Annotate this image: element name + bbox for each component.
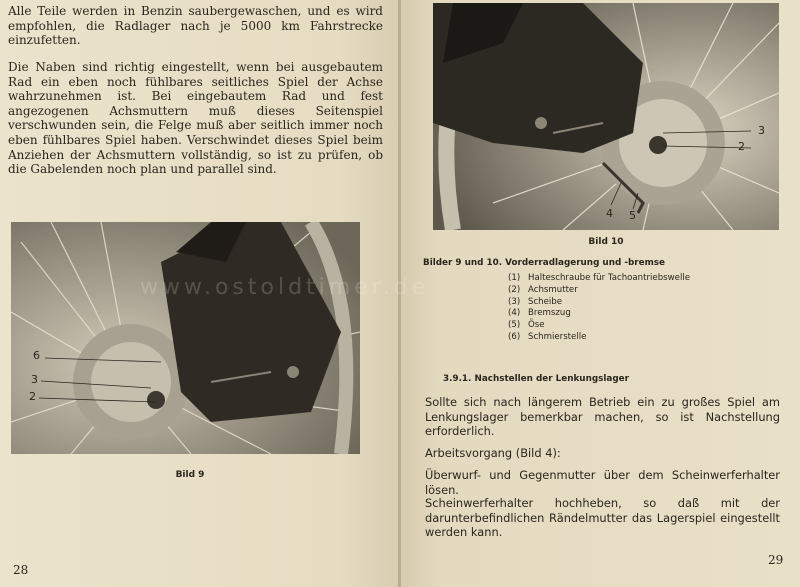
legend-item: (2) Achsmutter (508, 284, 578, 295)
legend-item: (1) Halteschraube für Tachoantriebswelle (508, 273, 691, 283)
legend-list (508, 273, 690, 344)
figure-10-callout-4: 4 (606, 207, 613, 220)
right-page (401, 0, 800, 587)
legend-item: (5) Öse (508, 320, 545, 331)
figure-10-callout-3: 3 (758, 124, 765, 137)
figure-9-photo (11, 222, 360, 454)
section-heading: 3.9.1. Nachstellen der Lenkungslager (443, 374, 629, 384)
figure-9-callout-2: 2 (29, 390, 36, 403)
figure-10-callout-2: 2 (738, 140, 745, 153)
left-paragraph-1: Alle Teile werden in Benzin saubergewaschen, und es wird empfohlen, die Radlager nach je 5000 km Fahrstrecke einzufetten. (8, 4, 383, 48)
figure-9-callout-3: 3 (31, 373, 38, 386)
right-page-number: 29 (768, 553, 784, 567)
figure-9-caption: Bild 9 (175, 470, 205, 480)
legend-item: (6) Schmierstelle (508, 331, 587, 342)
figure-10-caption: Bild 10 (588, 237, 624, 247)
legend-item: (4) Bremszug (508, 308, 571, 319)
front-brake-illustration (433, 3, 779, 230)
legend-item: (3) Scheibe (508, 296, 563, 307)
left-paragraph-2: Die Naben sind richtig eingestellt, wenn bei ausgebautem Rad ein eben noch fühlbares seitliches Spiel der Achse wahrzunehmen ist. Bei eingebautem Rad und fest angezogenen Achsmuttern muß dieses Seitenspiel verschwunden sein, die Felge muß aber seitlich immer noch eben fühlbares Spiel haben. Verschwindet dieses Spiel beim Anziehen der Achsmuttern vollständig, so ist zu prüfen, ob die Gabelenden noch plan und parallel sind. (8, 60, 383, 177)
right-body-3: Überwurf- und Gegenmutter über dem Scheinwerferhalter lösen. (425, 468, 780, 497)
front-hub-illustration (11, 222, 360, 454)
right-body-4: Scheinwerferhalter hochheben, so daß mit der darunterbefindlichen Rändelmutter das Lagerspiel eingestellt werden kann. (425, 496, 780, 540)
figure-10-callout-5: 5 (629, 209, 636, 222)
right-body-2: Arbeitsvorgang (Bild 4): (425, 446, 561, 460)
figure-10-photo (433, 3, 779, 230)
legend-title: Bilder 9 und 10. Vorderradlagerung und -bremse (423, 258, 665, 268)
figure-9-callout-6: 6 (33, 349, 40, 362)
left-page (0, 0, 399, 587)
left-page-number: 28 (13, 563, 29, 577)
right-body-1: Sollte sich nach längerem Betrieb ein zu großes Spiel am Lenkungslager bemerkbar machen, so ist Nachstellung erforderlich. (425, 395, 780, 439)
